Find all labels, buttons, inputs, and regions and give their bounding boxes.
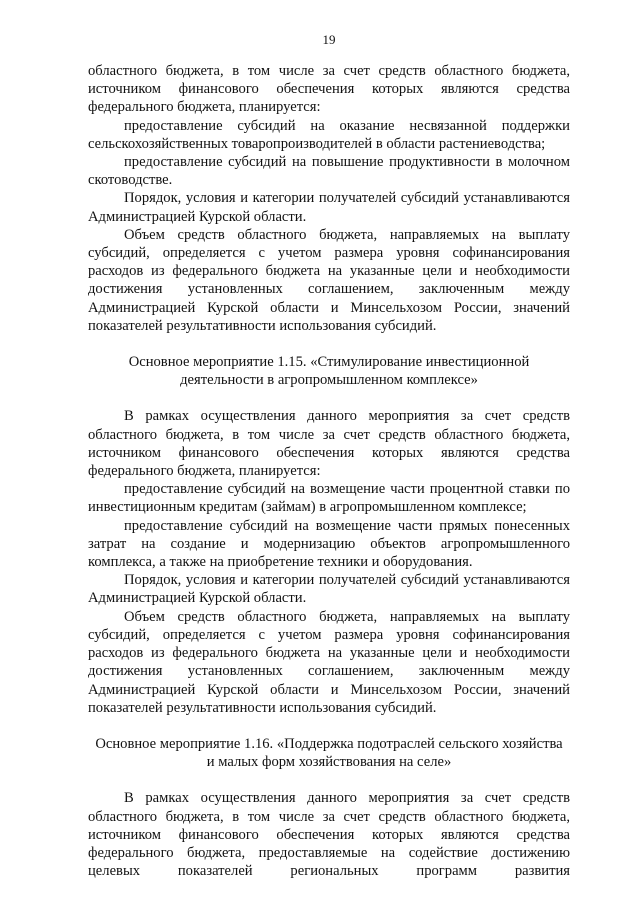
section-heading-1-16 xyxy=(88,735,570,771)
page-number: 19 xyxy=(322,32,336,47)
paragraph: Объем средств областного бюджета, направляемых на выплату субсидий, определяется с учетом размера уровня софинансирования расходов из федерального бюджета на указанные цели и необходимости достижения установленных соглашением, заключенным между Администрацией Курской области и Минсельхозом России, значений показателей результативности использования субсидий. xyxy=(88,226,570,334)
heading-line: Основное мероприятие 1.15. «Стимулирование инвестиционной xyxy=(128,354,530,371)
paragraph: предоставление субсидий на повышение продуктивности в молочном скотоводстве. xyxy=(88,154,570,189)
paragraph: Порядок, условия и категории получателей субсидий устанавливаются Администрацией Курской области. xyxy=(88,572,570,607)
section-heading-1-15 xyxy=(88,353,570,389)
paragraph: предоставление субсидий на возмещение части прямых понесенных затрат на создание и модернизацию объектов агропромышленного комплекса, а также на приобретение техники и оборудования. xyxy=(88,517,570,571)
paragraph: Объем средств областного бюджета, направляемых на выплату субсидий, определяется с учетом размера уровня софинансирования расходов из федерального бюджета на указанные цели и необходимости достижения установленных соглашением, заключенным между Администрацией Курской области и Минсельхозом России, значений показателей результативности использования субсидий. xyxy=(88,608,570,716)
paragraph: областного бюджета, в том числе за счет средств областного бюджета, источником финансового обеспечения которых являются средства федерального бюджета, планируется: xyxy=(88,63,570,116)
heading-line: и малых форм хозяйствования на селе» xyxy=(206,754,452,771)
paragraph: предоставление субсидий на оказание несвязанной поддержки сельскохозяйственных товаропроизводителей в области растениеводства; xyxy=(88,117,570,152)
section-3-text xyxy=(88,789,570,880)
paragraph: В рамках осуществления данного мероприятия за счет средств областного бюджета, в том числе за счет средств областного бюджета, источником финансового обеспечения которых являются средства федерального бюджета, планируется: xyxy=(88,408,570,480)
heading-line: Основное мероприятие 1.16. «Поддержка подотраслей сельского хозяйства xyxy=(95,735,563,752)
section-1-text xyxy=(88,62,570,335)
paragraph: В рамках осуществления данного мероприятия за счет средств областного бюджета, в том числе за счет средств областного бюджета, источником финансового обеспечения которых являются средства федерального бюджета, предоставляемые на содействие достижению целевых показателей региональных программ развития xyxy=(88,790,570,880)
paragraph: Порядок, условия и категории получателей субсидий устанавливаются Администрацией Курской области. xyxy=(88,190,570,225)
section-2-text xyxy=(88,407,570,716)
heading-line: деятельности в агропромышленном комплексе» xyxy=(180,372,478,389)
paragraph: предоставление субсидий на возмещение части процентной ставки по инвестиционным кредитам (займам) в агропромышленном комплексе; xyxy=(88,481,570,516)
